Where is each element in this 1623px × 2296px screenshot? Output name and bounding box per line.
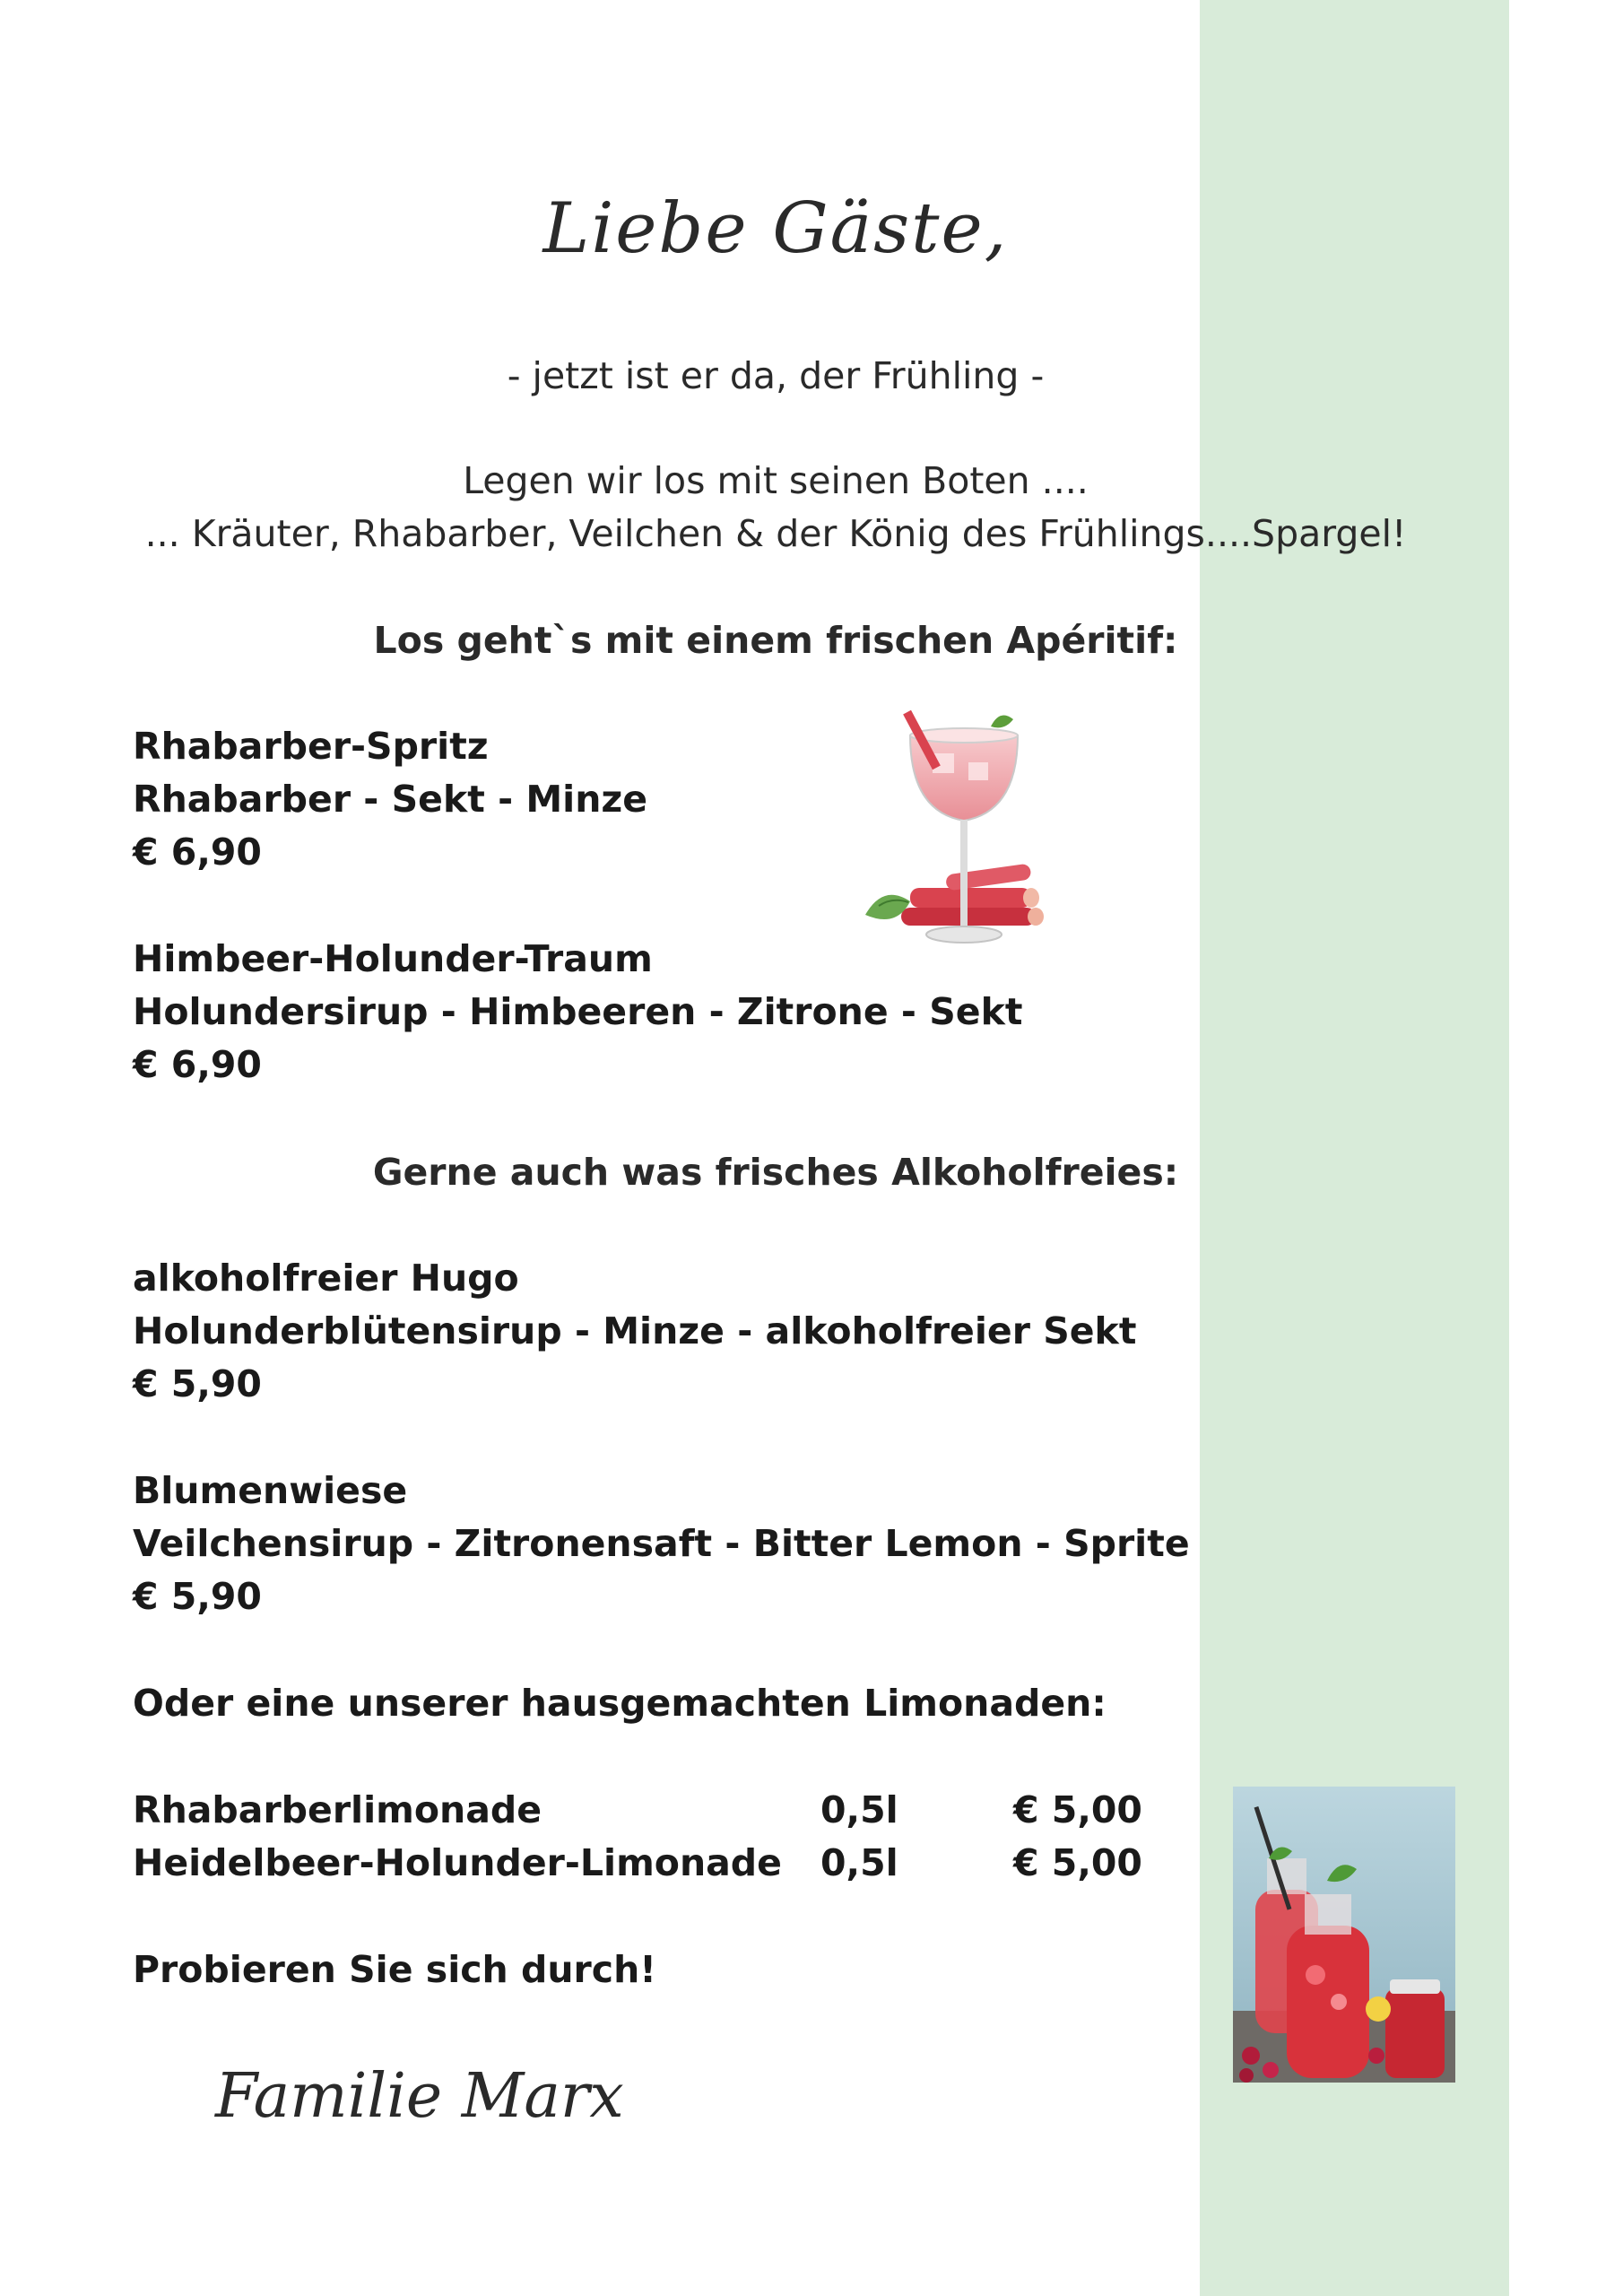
item-ingredients: Holunderblütensirup - Minze - alkoholfreier Sekt	[133, 1309, 1137, 1352]
section-aperitif-title: Los geht`s mit einem frischen Apéritif:	[373, 619, 1178, 662]
limo-price: € 5,00	[1013, 1841, 1142, 1884]
section-alkoholfrei-title: Gerne auch was frisches Alkoholfreies:	[372, 1151, 1179, 1194]
limo-name: Heidelbeer-Holunder-Limonade	[133, 1841, 782, 1884]
item-price: € 5,90	[133, 1575, 262, 1618]
greeting-heading: Liebe Gäste,	[542, 188, 1009, 269]
limo-name: Rhabarberlimonade	[133, 1788, 542, 1831]
limo-price: € 5,00	[1013, 1788, 1142, 1831]
berry-lemonade-image	[1233, 1787, 1455, 2083]
item-name: Blumenwiese	[133, 1469, 408, 1512]
intro-line-2: Legen wir los mit seinen Boten ....	[463, 459, 1089, 502]
item-ingredients: Holundersirup - Himbeeren - Zitrone - Sekt	[133, 990, 1023, 1033]
item-ingredients: Rhabarber - Sekt - Minze	[133, 778, 648, 821]
item-price: € 6,90	[133, 1043, 262, 1086]
limo-size: 0,5l	[820, 1841, 898, 1884]
signature: Familie Marx	[215, 2061, 624, 2132]
limo-size: 0,5l	[820, 1788, 898, 1831]
item-name: Himbeer-Holunder-Traum	[133, 937, 653, 980]
item-name: alkoholfreier Hugo	[133, 1257, 519, 1300]
intro-line-3: ... Kräuter, Rhabarber, Veilchen & der König des Frühlings....Spargel!	[144, 512, 1407, 555]
rhubarb-cocktail-image	[847, 709, 1089, 960]
closing-line: Probieren Sie sich durch!	[133, 1948, 656, 1991]
item-name: Rhabarber-Spritz	[133, 725, 489, 768]
item-ingredients: Veilchensirup - Zitronensaft - Bitter Lemon - Sprite	[133, 1522, 1190, 1565]
section-limonaden-title: Oder eine unserer hausgemachten Limonaden:	[133, 1682, 1107, 1725]
intro-line-1: - jetzt ist er da, der Frühling -	[507, 354, 1045, 397]
item-price: € 5,90	[133, 1362, 262, 1405]
item-price: € 6,90	[133, 831, 262, 874]
